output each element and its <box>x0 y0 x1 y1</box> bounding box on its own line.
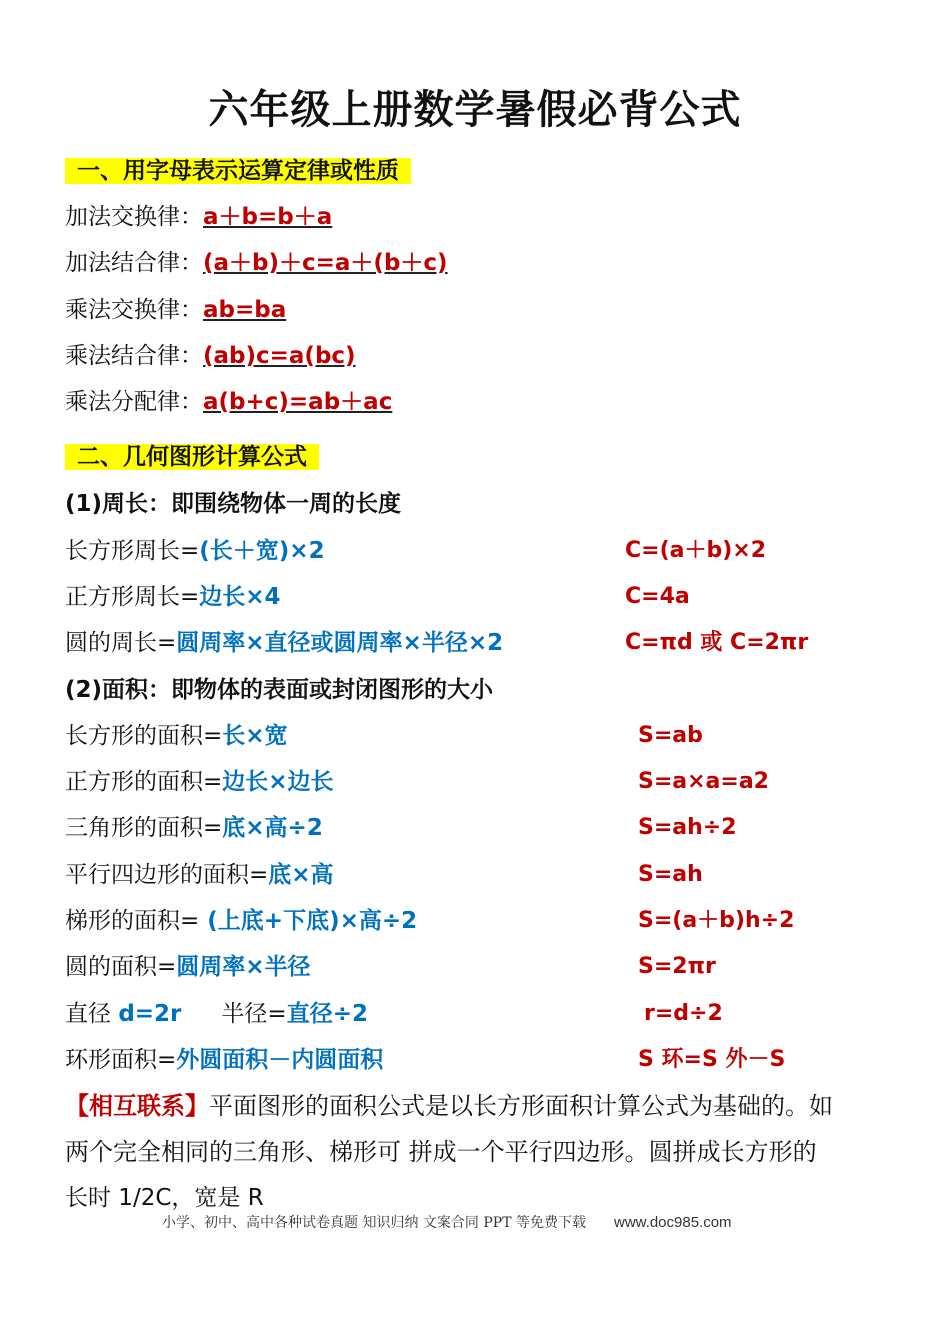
area-formula: S=(a＋b)h÷2 <box>638 908 795 933</box>
row-words: 直径÷2 <box>286 1001 368 1027</box>
law-formula: (ab)c=a(bc) <box>203 343 356 369</box>
area-formula: S=ah <box>638 862 703 887</box>
area-row <box>65 765 334 799</box>
perimeter-row <box>65 580 281 614</box>
relation-line: 两个完全相同的三角形、梯形可 拼成一个平行四边形。圆拼成长方形的 <box>65 1138 817 1166</box>
area-formula: S=a×a=a2 <box>638 769 769 794</box>
perimeter-heading: (1)周长：即围绕物体一周的长度 <box>65 491 402 517</box>
law-row <box>65 293 286 327</box>
row-label: 长方形周长= <box>65 538 200 564</box>
footer-text: 小学、初中、高中各种试卷真题 知识归纳 文案合同 PPT 等免费下载 <box>162 1215 586 1231</box>
ring-row <box>65 1043 383 1077</box>
row-words: 圆周率×直径或圆周率×半径×2 <box>176 630 504 656</box>
section2-heading <box>65 440 319 474</box>
relation-line <box>65 1089 833 1123</box>
row-words: 长×宽 <box>222 723 288 749</box>
row-label: 圆的周长= <box>65 630 177 656</box>
perimeter-row <box>65 534 325 568</box>
diameter-value: d=2r <box>118 1001 182 1027</box>
section2-heading-text: 二、几何图形计算公式 <box>65 444 319 470</box>
law-label: 加法交换律： <box>65 204 203 230</box>
law-label: 乘法交换律： <box>65 297 203 323</box>
section1-heading-text: 一、用字母表示运算定律或性质 <box>65 158 411 184</box>
perimeter-formula: C=πd 或 C=2πr <box>625 630 809 655</box>
row-words: 边长×4 <box>199 584 281 610</box>
law-row <box>65 246 448 280</box>
row-label: 平行四边形的面积= <box>65 862 269 888</box>
perimeter-row <box>65 626 503 660</box>
diameter-row <box>65 997 368 1031</box>
area-heading: (2)面积：即物体的表面或封闭图形的大小 <box>65 677 494 703</box>
relation-text: 平面图形的面积公式是以长方形面积计算公式为基础的。如 <box>209 1092 833 1120</box>
row-label: 直径 <box>65 1001 119 1027</box>
area-formula: S=2πr <box>638 954 716 979</box>
row-label: 梯形的面积= <box>65 908 200 934</box>
row-label: 三角形的面积= <box>65 815 223 841</box>
law-row <box>65 200 332 234</box>
law-formula: a(b+c)=ab＋ac <box>203 389 393 415</box>
row-words: 底×高÷2 <box>222 815 323 841</box>
perimeter-formula: C=(a＋b)×2 <box>625 538 767 563</box>
relation-tag: 【相互联系】 <box>65 1092 209 1120</box>
law-formula: (a＋b)＋c=a＋(b＋c) <box>203 250 448 276</box>
row-words: 外圆面积－内圆面积 <box>176 1047 384 1073</box>
section1-heading <box>65 154 411 188</box>
area-row <box>65 811 323 845</box>
area-row <box>65 904 417 938</box>
relation-line: 长时 1/2C，宽是 R <box>65 1185 264 1211</box>
page-title: 六年级上册数学暑假必背公式 <box>208 87 742 133</box>
perimeter-formula: C=4a <box>625 584 690 609</box>
law-label: 乘法结合律： <box>65 343 203 369</box>
row-label: 半径= <box>221 1001 287 1027</box>
law-row <box>65 339 356 373</box>
area-formula: S=ah÷2 <box>638 815 737 840</box>
ring-formula: S 环=S 外－S <box>638 1047 786 1072</box>
law-formula: a＋b=b＋a <box>203 204 333 230</box>
area-row <box>65 950 311 984</box>
area-row <box>65 858 334 892</box>
diameter-formula: r=d÷2 <box>644 1001 723 1026</box>
row-words: 底×高 <box>268 862 334 888</box>
footer <box>162 1212 732 1232</box>
row-label: 长方形的面积= <box>65 723 223 749</box>
footer-link[interactable]: www.doc985.com <box>613 1214 732 1231</box>
area-row <box>65 719 288 753</box>
law-label: 加法结合律： <box>65 250 203 276</box>
law-row <box>65 385 392 419</box>
row-words: 圆周率×半径 <box>176 954 311 980</box>
row-label: 圆的面积= <box>65 954 177 980</box>
row-label: 正方形周长= <box>65 584 200 610</box>
row-words: (上底+下底)×高÷2 <box>199 908 418 934</box>
law-label: 乘法分配律： <box>65 389 203 415</box>
row-words: (长＋宽)×2 <box>199 538 325 564</box>
row-label: 环形面积= <box>65 1047 177 1073</box>
law-formula: ab=ba <box>203 297 287 323</box>
row-label: 正方形的面积= <box>65 769 223 795</box>
area-formula: S=ab <box>638 723 703 748</box>
row-words: 边长×边长 <box>222 769 334 795</box>
